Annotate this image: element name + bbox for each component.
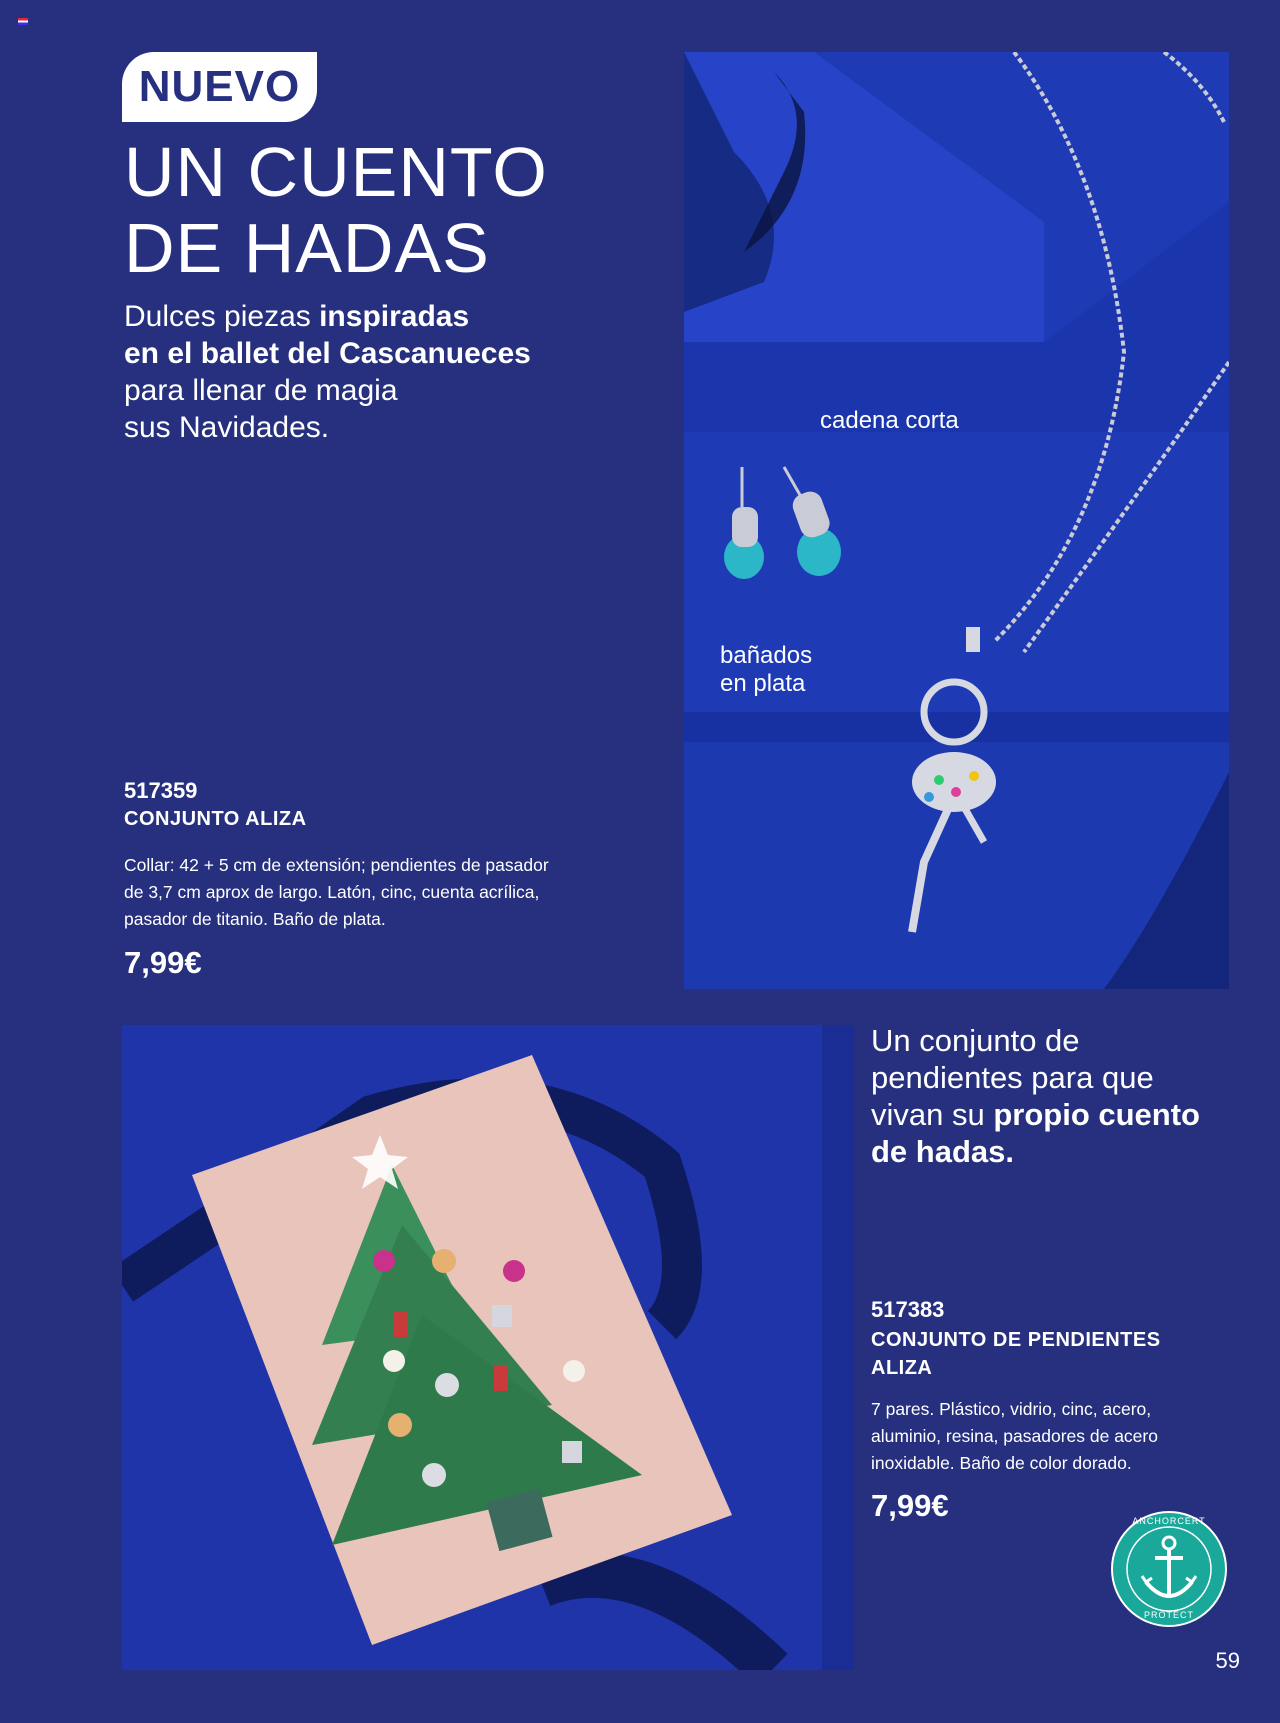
tagline-line-3: vivan su bbox=[871, 1097, 994, 1132]
page-title bbox=[124, 134, 624, 286]
product2-name-line-2: ALIZA bbox=[871, 1357, 933, 1379]
product1-desc-line-2: de 3,7 cm aprox de largo. Latón, cinc, cuenta acrílica, bbox=[124, 882, 540, 902]
christmas-card-illustration bbox=[122, 1025, 854, 1670]
product2-code: 517383 bbox=[871, 1297, 945, 1322]
necklace-photo bbox=[684, 52, 1229, 989]
new-badge: NUEVO bbox=[122, 52, 317, 122]
necklace-illustration bbox=[684, 52, 1229, 989]
language-flag-icon bbox=[18, 18, 28, 25]
page-number: 59 bbox=[1215, 1648, 1240, 1673]
tagline-line-2: pendientes para que bbox=[871, 1060, 1154, 1095]
product1-name: CONJUNTO ALIZA bbox=[124, 808, 307, 830]
anchorcert-protect-badge bbox=[1110, 1510, 1228, 1628]
cert-top-text: ANCHORCERT bbox=[1132, 1516, 1206, 1526]
product2-name bbox=[871, 1326, 1251, 1382]
product2-desc-line-1: 7 pares. Plástico, vidrio, cinc, acero, bbox=[871, 1399, 1152, 1419]
caption-silver-plated-1: bañados bbox=[720, 642, 813, 669]
product2-desc-line-3: inoxidable. Baño de color dorado. bbox=[871, 1453, 1132, 1473]
tagline-bold-2: de hadas. bbox=[871, 1134, 1014, 1169]
product1-desc-line-1: Collar: 42 + 5 cm de extensión; pendientes de pasador bbox=[124, 855, 549, 875]
intro-bold-1: inspiradas bbox=[319, 300, 470, 333]
product2-description bbox=[871, 1396, 1251, 1477]
intro-text-1: Dulces piezas bbox=[124, 300, 320, 333]
tagline bbox=[871, 1022, 1251, 1170]
tagline-line-1: Un conjunto de bbox=[871, 1023, 1080, 1058]
earring-card-photo bbox=[122, 1025, 854, 1670]
product2-desc-line-2: aluminio, resina, pasadores de acero bbox=[871, 1426, 1158, 1446]
product1-description bbox=[124, 852, 664, 933]
title-line-2: DE HADAS bbox=[124, 209, 490, 287]
product1-desc-line-3: pasador de titanio. Baño de plata. bbox=[124, 909, 386, 929]
intro-text bbox=[124, 298, 624, 446]
tagline-bold-1: propio cuento bbox=[993, 1097, 1200, 1132]
product2-name-line-1: CONJUNTO DE PENDIENTES bbox=[871, 1329, 1161, 1351]
product1-code: 517359 bbox=[124, 778, 198, 803]
product2-price: 7,99€ bbox=[871, 1488, 949, 1523]
intro-text-2: para llenar de magia bbox=[124, 374, 398, 407]
cert-bottom-text: PROTECT bbox=[1143, 1610, 1194, 1620]
product1-price: 7,99€ bbox=[124, 945, 202, 980]
intro-bold-2: en el ballet del Cascanueces bbox=[124, 337, 531, 370]
caption-silver-plated-2: en plata bbox=[720, 670, 806, 697]
intro-text-3: sus Navidades. bbox=[124, 411, 330, 444]
title-line-1: UN CUENTO bbox=[124, 133, 548, 211]
caption-short-chain: cadena corta bbox=[820, 407, 959, 434]
